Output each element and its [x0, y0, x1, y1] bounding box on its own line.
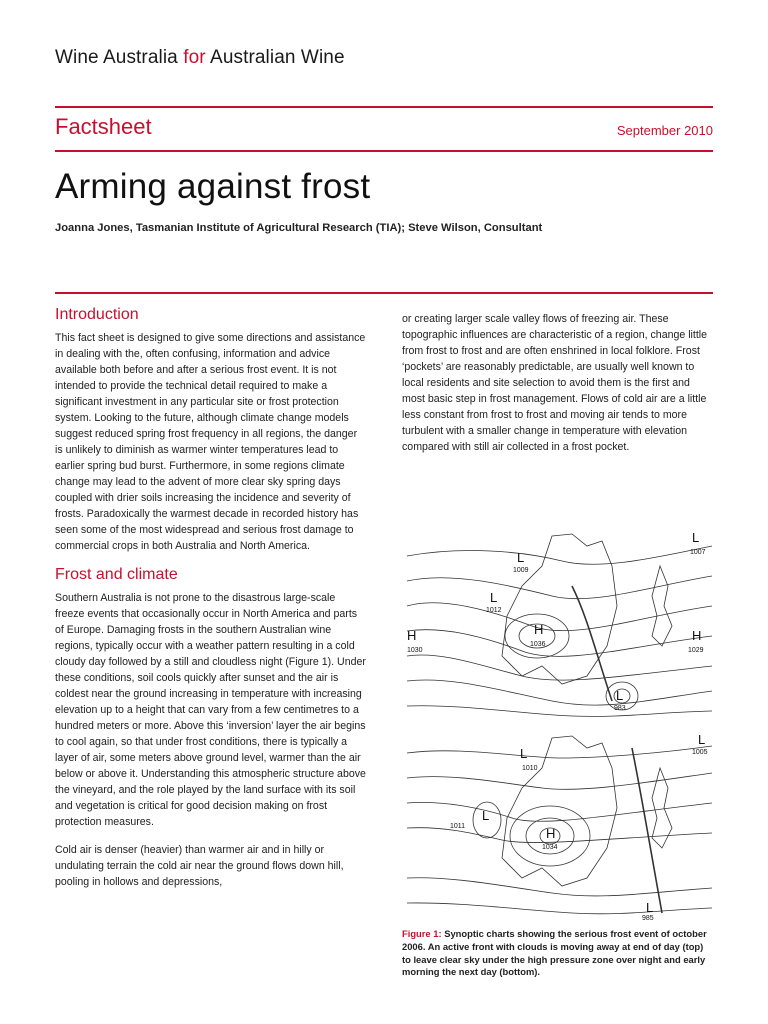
chart-bottom-h1: H — [546, 826, 556, 841]
brand-part1: Wine Australia — [55, 47, 184, 68]
chart-bottom-l4-val: 985 — [642, 915, 654, 922]
chart-top-h2: H — [534, 622, 544, 637]
introduction-text: This fact sheet is designed to give some directions and assistance in dealing with the, often confusing, information and advice available both before and after a serious frost event. It is not intended to provide the technical detail required to make a significant investment in any particular site or frost protection system. Looking to the future, although climate change models suggest reduced spring frost frequency in all regions, the danger is unlikely to diminish as warmer winter temperatures lead to earlier spring bud burst. Furthermore, in some regions climate change may lead to the advent of more clear sky spring days coupled with drier soils increasing the incidence and severity of frosts. Paradoxically the warmest decade in recorded history has seen some of the most widespread and serious frost damage to commercial crops in both Australia and North America. — [55, 332, 366, 552]
synoptic-chart-top — [402, 526, 714, 722]
chart-top-h1: H — [407, 628, 417, 643]
chart-bottom-l3: L — [698, 732, 706, 747]
synoptic-chart-bottom-svg — [402, 728, 714, 922]
chart-top-h2-val: 1036 — [530, 641, 546, 648]
chart-top-l4-val: 1007 — [690, 549, 706, 556]
right-column-text: or creating larger scale valley flows of freezing air. These topographic influences are characteristic of a region, change little from frost to frost and are often enshrined in local folklore. Frost ‘pockets’ are reasonably predictable, are usually well known to local residents and site selection to avoid them is the first and most basic step in frost management. Flows of cold air are a little less constant from frost to frost and moving air tends to more turbulent with a smaller change in temperature with elevation compared with still air collected in a frost pocket. — [402, 313, 708, 453]
chart-bottom-l3-val: 1005 — [692, 749, 708, 756]
chart-top-l2-val: 1009 — [513, 567, 529, 574]
chart-bottom-l2: L — [520, 746, 528, 761]
chart-bottom-l1-val: 1011 — [450, 823, 466, 830]
chart-bottom-l4: L — [646, 900, 654, 915]
chart-top-h3-val: 1029 — [688, 647, 704, 654]
brand-for: for — [183, 47, 206, 68]
chart-top-l3-val: 983 — [614, 705, 626, 712]
figure-caption — [402, 928, 714, 979]
frost-climate-para2: Cold air is denser (heavier) than warmer air and in hilly or undulating terrain the cold air near the ground flows down hill, pooling in hollows and depressions, — [55, 844, 344, 888]
frost-climate-heading: Frost and climate — [55, 566, 178, 583]
chart-top-h1-val: 1030 — [407, 647, 423, 654]
chart-top-h3: H — [692, 628, 702, 643]
page-title: Arming against frost — [55, 167, 371, 206]
chart-bottom-h1-val: 1034 — [542, 844, 558, 851]
chart-top-l2: L — [517, 550, 525, 565]
publication-date: September 2010 — [616, 123, 713, 138]
brand-title — [55, 47, 345, 69]
divider-content — [55, 292, 713, 294]
chart-top-l4: L — [692, 530, 700, 545]
factsheet-label: Factsheet — [55, 114, 152, 139]
introduction-heading: Introduction — [55, 306, 139, 323]
left-column — [55, 306, 367, 902]
authors: Joanna Jones, Tasmanian Institute of Agricultural Research (TIA); Steve Wilson, Consultant — [55, 222, 543, 234]
divider-top — [55, 106, 713, 108]
brand-part2: Australian Wine — [205, 47, 345, 68]
figure-caption-label: Figure 1: — [402, 928, 442, 939]
divider-header — [55, 150, 713, 152]
figure-caption-text: Synoptic charts showing the serious frost event of october 2006. An active front with clouds is moving away at end of day (top) to leave clear sky under the high pressure zone over night and early morning the next day (bottom). — [402, 928, 707, 978]
chart-top-l1: L — [490, 590, 498, 605]
synoptic-chart-top-svg — [402, 526, 714, 722]
chart-bottom-l2-val: 1010 — [522, 765, 538, 772]
chart-top-l3: L — [616, 688, 624, 703]
chart-bottom-l1: L — [482, 808, 490, 823]
right-column — [402, 311, 714, 467]
synoptic-chart-bottom — [402, 728, 714, 922]
chart-top-l1-val: 1012 — [486, 607, 502, 614]
frost-climate-para1: Southern Australia is not prone to the disastrous large-scale freeze events that occasionally occur in North America and parts of Europe. Damaging frosts in the southern Australian wine regions, typically occur with a weather pattern resulting in a cold cloudy day followed by a still and cloudless night (Figure 1). Under these conditions, soil cools quickly after sunset and the air is coldest near the ground increasing in temperature with increasing elevation up to a height that can vary from a few centimetres to a hundred meters or more. Above this ‘inversion’ layer the air begins to cool again, so that under frost conditions, there is typically a layer of air, some meters above ground level, warmer than the air below or above it. Understanding this atmospheric structure above the vineyard, and the role played by the land surface with its soil and vegetation is critical for good decision making on frost protection measures. — [55, 592, 366, 828]
